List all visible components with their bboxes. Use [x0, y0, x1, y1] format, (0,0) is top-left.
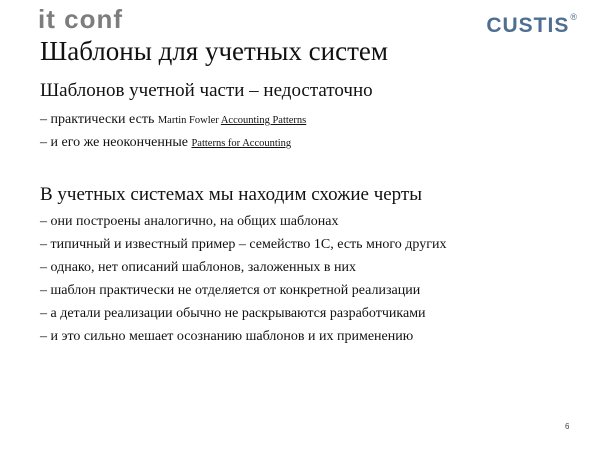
bullet-text: – практически есть [40, 112, 158, 127]
patterns-for-accounting-link[interactable]: Patterns for Accounting [191, 138, 292, 149]
bullet-text: – и его же неоконченные [40, 135, 192, 150]
bullet-item: – а детали реализации обычно не раскрываются разработчиками [40, 306, 426, 321]
itconf-logo [38, 4, 123, 35]
bullet-item: – шаблон практически не отделяется от конкретной реализации [40, 283, 421, 298]
accounting-patterns-link[interactable]: Accounting Patterns [220, 115, 307, 126]
section-heading-templates: Шаблонов учетной части – недостаточно [40, 80, 373, 101]
registered-mark: ® [570, 12, 578, 22]
slide-title: Шаблоны для учетных систем [40, 36, 388, 66]
bullet-item: – типичный и известный пример – семейство 1С, есть много других [40, 237, 447, 252]
section-heading-similar-features: В учетных системах мы находим схожие черты [40, 184, 422, 205]
custis-logo [486, 12, 578, 38]
custis-logo-text: CUSTIS [486, 14, 570, 37]
page-number: 6 [565, 422, 570, 431]
bullet-fowler-accounting [40, 112, 306, 128]
bullet-item: – они построены аналогично, на общих шаблонах [40, 214, 339, 229]
bullet-fowler-unfinished [40, 135, 291, 151]
bullet-item: – и это сильно мешает осознанию шаблонов и их применению [40, 329, 414, 344]
author-name: Martin Fowler [157, 115, 221, 126]
bullet-item: – однако, нет описаний шаблонов, заложенных в них [40, 260, 356, 275]
itconf-logo-text: it conf [38, 4, 123, 34]
